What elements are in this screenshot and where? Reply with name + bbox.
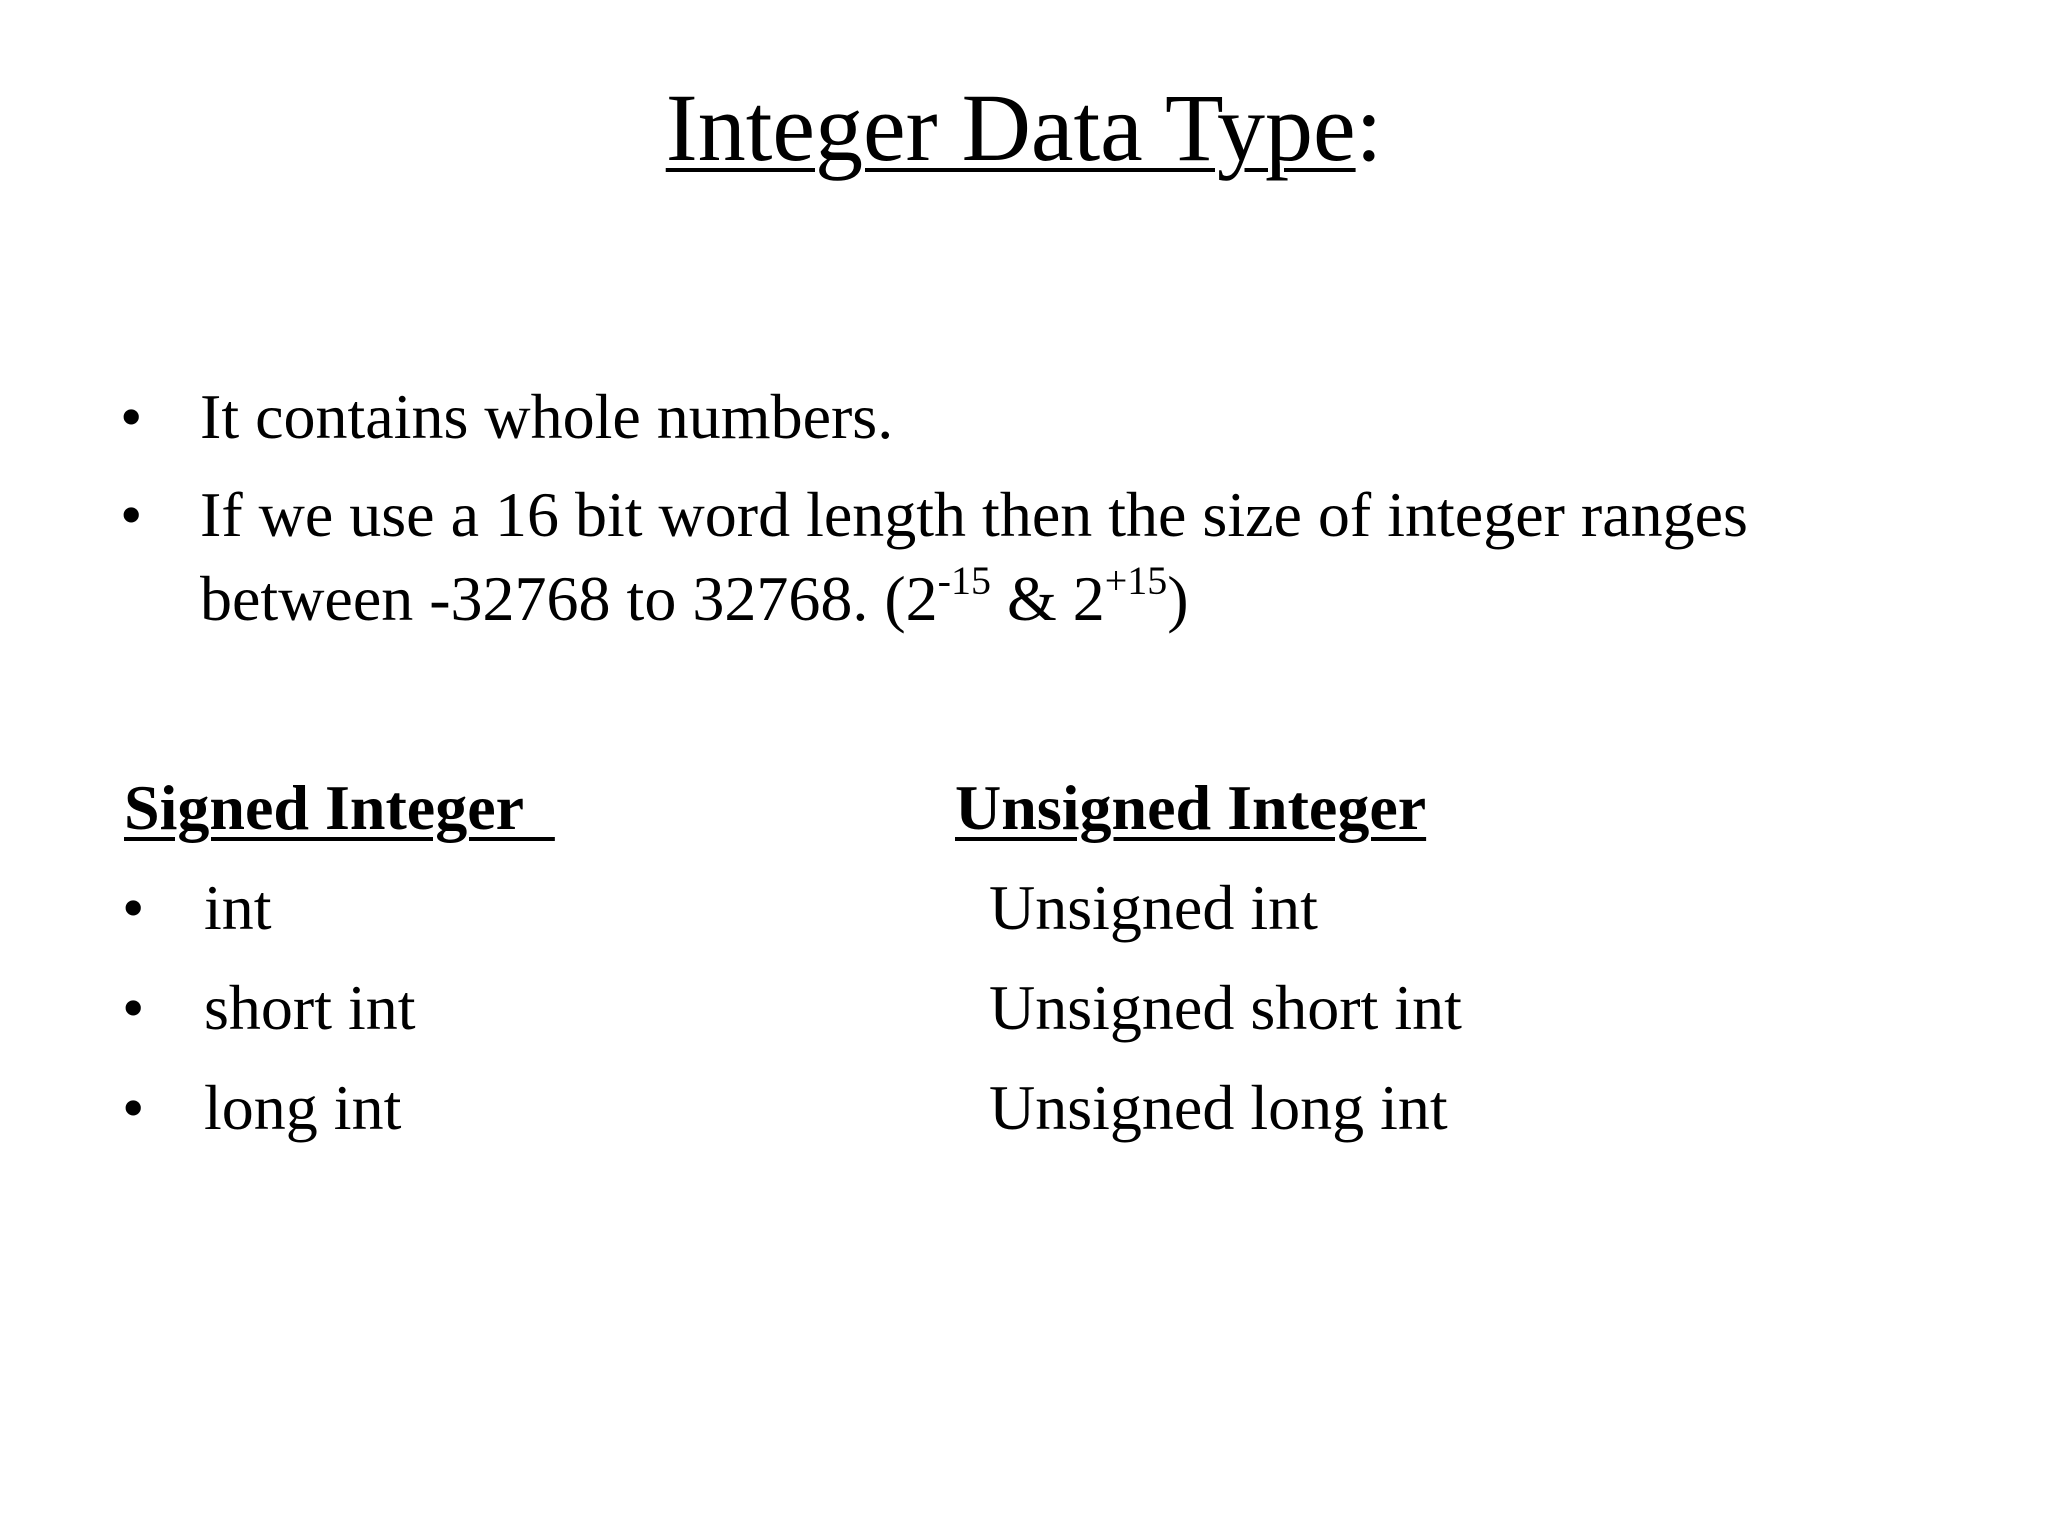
signed-item-label: short int (204, 972, 416, 1043)
signed-item-label: int (204, 872, 272, 943)
unsigned-item: Unsigned short int (989, 972, 1462, 1043)
signed-item (124, 1058, 555, 1158)
intro-bullet-list (120, 375, 1920, 655)
signed-integer-heading: Signed Integer (124, 772, 555, 843)
signed-item (124, 858, 555, 958)
bullet-text: It contains whole numbers. (200, 381, 894, 452)
unsigned-item: Unsigned int (989, 872, 1318, 943)
signed-item (124, 958, 555, 1058)
bullet-marker: • (122, 872, 145, 943)
signed-integer-list (124, 858, 555, 1158)
bullet-marker: • (120, 381, 143, 452)
unsigned-item: Unsigned long int (989, 1072, 1448, 1143)
signed-integer-column (124, 758, 555, 1158)
unsigned-integer-column (955, 758, 1462, 1158)
bullet-marker: • (122, 972, 145, 1043)
range-connector: & 2 (990, 563, 1105, 634)
bullet-text: If we use a 16 bit word length then the size of integer ranges between -32768 to 32768. (2 (200, 479, 1748, 634)
bullet-marker: • (120, 479, 143, 550)
signed-item-label: long int (204, 1072, 402, 1143)
bullet-range (120, 473, 1920, 641)
exponent-negative: -15 (937, 558, 991, 603)
unsigned-integer-list (955, 858, 1462, 1158)
slide-title (0, 68, 2048, 188)
slide-title-colon: : (1355, 74, 1383, 181)
unsigned-integer-heading: Unsigned Integer (955, 772, 1427, 843)
bullet-marker: • (122, 1072, 145, 1143)
range-close-paren: ) (1167, 563, 1189, 634)
slide-title-text: Integer Data Type (665, 74, 1356, 181)
exponent-positive: +15 (1104, 558, 1168, 603)
bullet-whole-numbers (120, 375, 1920, 459)
